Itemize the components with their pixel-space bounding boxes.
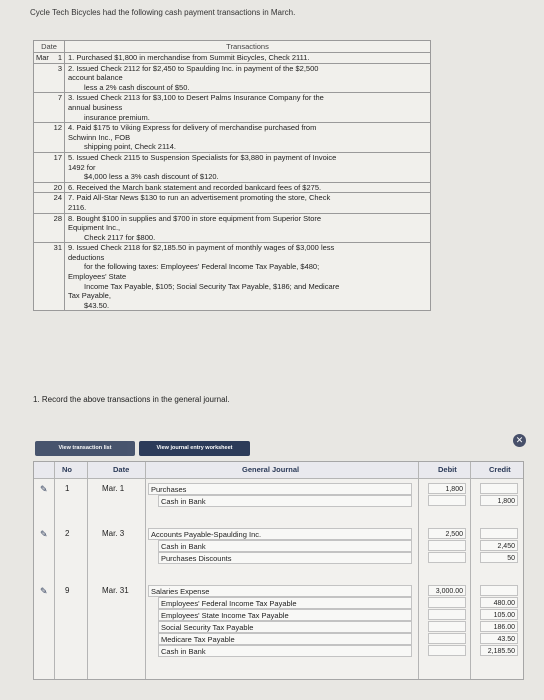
debit-field[interactable]: 3,000.00: [428, 585, 466, 596]
entry-date: Mar. 1: [102, 484, 125, 493]
transactions-header-label: Transactions: [226, 42, 269, 51]
view-transaction-list-button[interactable]: View transaction list: [35, 441, 135, 456]
debit-field[interactable]: [428, 495, 466, 506]
debit-field[interactable]: [428, 552, 466, 563]
transaction-month: [34, 123, 54, 152]
transactions-header: [34, 41, 430, 53]
column-divider: [145, 462, 146, 679]
transaction-day: 12: [53, 123, 62, 133]
transaction-month: Mar: [36, 53, 49, 62]
credit-field[interactable]: [480, 585, 518, 596]
transaction-row: [34, 53, 430, 64]
transaction-line: annual business: [68, 102, 123, 112]
account-field[interactable]: Employees' Federal Income Tax Payable: [158, 597, 412, 609]
transaction-day: 7: [57, 93, 62, 103]
transaction-text: [65, 53, 430, 63]
account-field[interactable]: Accounts Payable-Spaulding Inc.: [148, 528, 412, 540]
transaction-text: [65, 193, 430, 212]
transaction-month: [34, 214, 54, 243]
transaction-line: shipping point, Check 2114.: [84, 142, 177, 152]
date-header: Date: [113, 465, 130, 474]
account-field[interactable]: Cash in Bank: [158, 645, 412, 657]
entry-number: 1: [65, 484, 70, 493]
view-journal-entry-worksheet-button[interactable]: View journal entry worksheet: [139, 441, 250, 456]
transaction-text: [65, 153, 430, 182]
transaction-day: 17: [53, 152, 62, 162]
transaction-day: 3: [57, 63, 62, 73]
account-field[interactable]: Employees' State Income Tax Payable: [158, 609, 412, 621]
credit-header: Credit: [489, 465, 511, 474]
account-field[interactable]: Purchases: [148, 483, 412, 495]
transaction-date: [34, 243, 65, 310]
transaction-line: deductions: [68, 252, 105, 262]
credit-field[interactable]: 2,185.50: [480, 645, 518, 656]
column-divider: [470, 462, 471, 679]
transaction-date: [34, 53, 65, 63]
date-header: Date: [34, 41, 65, 52]
general-journal-header: General Journal: [242, 465, 300, 474]
transaction-date: [34, 193, 65, 212]
transaction-line: 1. Purchased $1,800 in merchandise from Summit Bicycles, Check 2111.: [68, 53, 310, 62]
transaction-month: [34, 93, 54, 122]
transaction-line: 1492 for: [68, 162, 96, 172]
debit-field[interactable]: 2,500: [428, 528, 466, 539]
transaction-date: [34, 123, 65, 152]
transaction-day: 1: [57, 53, 62, 62]
transaction-line: for the following taxes: Employees' Federal Income Tax Payable, $480;: [84, 262, 320, 272]
debit-header: Debit: [438, 465, 457, 474]
debit-field[interactable]: [428, 645, 466, 656]
close-icon[interactable]: ✕: [513, 434, 526, 447]
credit-field[interactable]: 50: [480, 552, 518, 563]
transaction-line: Employees' State: [68, 272, 127, 282]
transaction-text: [65, 214, 430, 243]
transaction-line: Check 2117 for $800.: [84, 232, 156, 242]
transaction-line: 2116.: [68, 202, 87, 212]
transaction-date: [34, 64, 65, 93]
credit-field[interactable]: [480, 528, 518, 539]
debit-field[interactable]: [428, 621, 466, 632]
transaction-month: [34, 193, 54, 212]
general-journal-table: [33, 461, 524, 680]
transaction-line: $4,000 less a 3% cash discount of $120.: [84, 172, 219, 182]
transaction-line: 2. Issued Check 2112 for $2,450 to Spaulding Inc. in payment of the $2,500: [68, 63, 319, 73]
edit-pencil-icon[interactable]: ✎: [40, 529, 48, 539]
transaction-text: [65, 243, 430, 310]
transaction-line: Tax Payable,: [68, 291, 111, 301]
debit-field[interactable]: [428, 597, 466, 608]
account-field[interactable]: Social Security Tax Payable: [158, 621, 412, 633]
account-field[interactable]: Salaries Expense: [148, 585, 412, 597]
transaction-row: [34, 64, 430, 94]
transaction-row: [34, 193, 430, 213]
transaction-line: insurance premium.: [84, 112, 150, 122]
transaction-row: [34, 153, 430, 183]
account-field[interactable]: Cash in Bank: [158, 495, 412, 507]
transaction-date: [34, 153, 65, 182]
edit-pencil-icon[interactable]: ✎: [40, 586, 48, 596]
transaction-line: Income Tax Payable, $105; Social Security Tax Payable, $186; and Medicare: [84, 281, 340, 291]
question-text: 1. Record the above transactions in the general journal.: [33, 395, 230, 404]
transaction-row: [34, 214, 430, 244]
transaction-day: 20: [53, 182, 62, 192]
transaction-day: 24: [53, 193, 62, 203]
transaction-line: less a 2% cash discount of $50.: [84, 82, 190, 92]
transaction-date: [34, 183, 65, 193]
credit-field[interactable]: 480.00: [480, 597, 518, 608]
intro-text: Cycle Tech Bicycles had the following cash payment transactions in March.: [30, 8, 296, 17]
transaction-month: [34, 183, 54, 193]
transaction-text: [65, 64, 430, 93]
credit-field[interactable]: 1,800: [480, 495, 518, 506]
credit-field[interactable]: 43.50: [480, 633, 518, 644]
entry-date: Mar. 31: [102, 586, 129, 595]
no-header: No: [62, 465, 72, 474]
debit-field[interactable]: 1,800: [428, 483, 466, 494]
credit-field[interactable]: [480, 483, 518, 494]
transaction-month: [34, 243, 54, 310]
credit-field[interactable]: 186.00: [480, 621, 518, 632]
transaction-row: [34, 123, 430, 153]
entry-number: 9: [65, 586, 70, 595]
transaction-row: [34, 183, 430, 194]
transaction-line: 7. Paid All-Star News $130 to run an advertisement promoting the store, Check: [68, 193, 331, 203]
transaction-line: 5. Issued Check 2115 to Suspension Specialists for $3,880 in payment of Invoice: [68, 152, 337, 162]
debit-field[interactable]: [428, 633, 466, 644]
journal-header: [34, 462, 523, 479]
transaction-line: Schwinn Inc., FOB: [68, 132, 131, 142]
transaction-line: 4. Paid $175 to Viking Express for delivery of merchandise purchased from: [68, 123, 317, 133]
account-field[interactable]: Medicare Tax Payable: [158, 633, 412, 645]
credit-field[interactable]: 105.00: [480, 609, 518, 620]
transaction-text: [65, 183, 430, 193]
transaction-row: [34, 243, 430, 310]
transaction-line: 6. Received the March bank statement and recorded bankcard fees of $275.: [68, 182, 322, 192]
debit-field[interactable]: [428, 609, 466, 620]
entry-number: 2: [65, 529, 70, 538]
column-divider: [54, 462, 55, 679]
transaction-day: 28: [53, 213, 62, 223]
transaction-line: $43.50.: [84, 300, 110, 310]
column-divider: [418, 462, 419, 679]
transaction-day: 31: [53, 243, 62, 253]
transactions-table: [33, 40, 431, 311]
transaction-date: [34, 214, 65, 243]
credit-field[interactable]: 2,450: [480, 540, 518, 551]
account-field[interactable]: Purchases Discounts: [158, 552, 412, 564]
transaction-line: account balance: [68, 73, 123, 83]
transaction-month: [34, 153, 54, 182]
transaction-row: [34, 93, 430, 123]
transaction-line: 9. Issued Check 2118 for $2,185.50 in payment of monthly wages of $3,000 less: [68, 243, 335, 253]
transaction-text: [65, 93, 430, 122]
transaction-text: [65, 123, 430, 152]
column-divider: [87, 462, 88, 679]
entry-date: Mar. 3: [102, 529, 125, 538]
transaction-month: [34, 64, 54, 93]
transaction-line: 8. Bought $100 in supplies and $700 in store equipment from Superior Store: [68, 213, 322, 223]
edit-pencil-icon[interactable]: ✎: [40, 484, 48, 494]
account-field[interactable]: Cash in Bank: [158, 540, 412, 552]
transaction-line: Equipment Inc.,: [68, 223, 121, 233]
debit-field[interactable]: [428, 540, 466, 551]
transaction-date: [34, 93, 65, 122]
transaction-line: 3. Issued Check 2113 for $3,100 to Desert Palms Insurance Company for the: [68, 93, 324, 103]
